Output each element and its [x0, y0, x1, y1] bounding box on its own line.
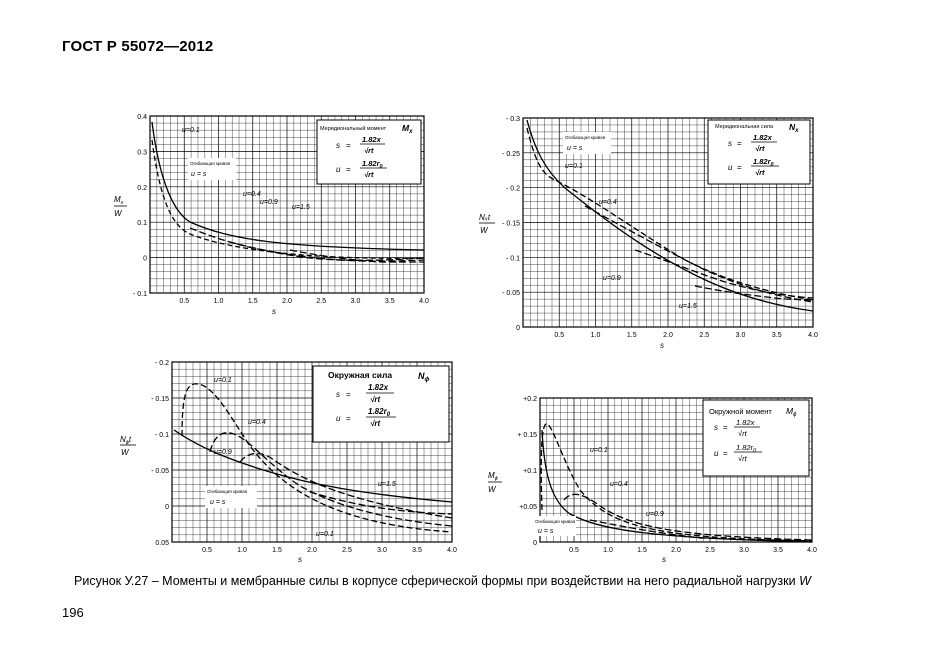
- inset-equation: u = s: [538, 528, 554, 535]
- x-tick-label: 3.0: [350, 298, 361, 305]
- inset-equation: u = s: [191, 171, 207, 178]
- legend-s-num: 1.82x: [753, 133, 772, 142]
- legend-u-den: √rt: [370, 419, 381, 428]
- legend-s-den: √rt: [370, 395, 381, 404]
- document-header: ГОСТ Р 55072—2012: [62, 38, 214, 55]
- y-axis-label-top: N: [120, 435, 126, 444]
- inset-equation: u = s: [210, 499, 226, 506]
- y-tick-label: 0.05: [155, 540, 169, 547]
- y-tick-label: 0.4: [137, 114, 147, 121]
- x-tick-label: 0.5: [179, 298, 190, 305]
- y-axis-ticks: [151, 360, 169, 547]
- x-axis-ticks: [202, 547, 457, 554]
- x-tick-label: 4.0: [419, 298, 429, 305]
- inset-equation: u = s: [567, 145, 583, 152]
- legend-symbol: N: [789, 122, 796, 132]
- legend-symbol: M: [786, 406, 794, 416]
- figure-caption-text: Рисунок У.27 – Моменты и мембранные силы в корпусе сферической формы при воздействии на него радиальной нагрузки: [74, 574, 800, 588]
- y-axis-label-bottom: W: [488, 485, 496, 494]
- legend-title: Окружная сила: [328, 370, 393, 380]
- curve-label-u-0.4: u=0.4: [599, 199, 617, 206]
- x-tick-label: 1.5: [247, 298, 258, 305]
- y-tick-label: - 0.05: [502, 290, 520, 298]
- legend-u-num-sub: 0: [753, 448, 757, 454]
- page-number: 196: [62, 605, 84, 620]
- legend-symbol: N: [418, 371, 425, 381]
- x-tick-label: 3.5: [412, 547, 422, 554]
- x-tick-label: 2.0: [282, 298, 292, 305]
- y-tick-label: 0.3: [137, 149, 147, 157]
- x-axis-ticks: [569, 547, 817, 554]
- x-axis-label: s: [298, 555, 302, 564]
- legend-eq-s: =: [346, 390, 351, 399]
- legend-s-label: s: [336, 390, 340, 399]
- curve-label-u-1.5: u=1.5: [378, 481, 396, 488]
- legend-title: Меридиональная сила: [715, 124, 774, 130]
- chart-hoop-force: [110, 356, 460, 568]
- x-axis-label: s: [272, 307, 276, 316]
- curve-label-u-0.9: u=0.9: [214, 449, 232, 456]
- y-tick-label: - 0.1: [154, 432, 169, 439]
- y-tick-label: - 0.15: [502, 220, 520, 228]
- x-tick-label: 4.0: [447, 547, 457, 554]
- y-tick-label: 0: [516, 325, 520, 332]
- x-tick-label: 0.5: [554, 332, 565, 339]
- svg-text:Nϕt: [120, 435, 132, 446]
- y-tick-label: 0: [165, 504, 169, 511]
- y-axis-label-t: t: [128, 435, 132, 444]
- y-tick-label: - 0.15: [151, 396, 169, 403]
- legend-title: Окружной момент: [709, 407, 772, 416]
- x-axis-ticks: [179, 298, 429, 305]
- y-tick-label: +0.05: [519, 504, 537, 511]
- legend-u-den: √rt: [364, 170, 374, 179]
- chart-meridional-moment: [110, 110, 440, 320]
- x-tick-label: 1.0: [213, 298, 224, 305]
- x-tick-label: 3.0: [735, 332, 746, 339]
- curve-label-u-0.9: u=0.9: [646, 511, 664, 518]
- y-axis-label-top: M: [488, 471, 495, 480]
- y-tick-label: - 0.25: [502, 150, 520, 158]
- legend-eq-s: =: [723, 423, 728, 432]
- x-tick-label: 3.5: [773, 547, 783, 554]
- curve-label-u-0.1: u=0.1: [565, 163, 583, 170]
- svg-text:Mϕ: [488, 471, 498, 482]
- y-axis-label-bottom: W: [480, 226, 488, 235]
- y-axis-label-sub: x: [120, 200, 124, 206]
- x-tick-label: 1.0: [237, 547, 247, 554]
- y-tick-label: 0.2: [137, 184, 147, 192]
- x-tick-label: 1.0: [590, 332, 601, 339]
- x-tick-label: 1.5: [272, 547, 282, 554]
- x-tick-label: 2.0: [307, 547, 317, 554]
- y-axis-label-sub: ϕ: [494, 476, 498, 482]
- curve-label-u-0.1: u=0.1: [182, 127, 200, 134]
- legend-u-label: u: [728, 163, 733, 172]
- x-axis-label: s: [660, 341, 664, 350]
- curve-label-u-0.4: u=0.4: [243, 191, 261, 198]
- legend-s-num: 1.82x: [362, 135, 381, 144]
- legend-title: Меридиональный момент: [320, 126, 387, 132]
- legend-s-den: √rt: [738, 429, 747, 438]
- legend-u-num-sub: 0: [770, 162, 774, 168]
- legend-s-num: 1.82x: [736, 418, 755, 427]
- x-tick-label: 2.0: [671, 547, 681, 554]
- legend-eq-u: =: [346, 165, 351, 174]
- legend-symbol-sub: ϕ: [424, 376, 430, 383]
- y-tick-label: - 0.1: [132, 291, 147, 298]
- figure-caption: [74, 574, 811, 588]
- legend-symbol: M: [402, 123, 410, 133]
- y-tick-label: - 0.2: [154, 360, 169, 367]
- legend-s-den: √rt: [364, 146, 374, 155]
- curve-label-u-0.4: u=0.4: [610, 481, 628, 488]
- x-tick-label: 2.5: [705, 547, 715, 554]
- x-tick-label: 1.5: [626, 332, 637, 339]
- y-axis-label-sub: ϕ: [125, 440, 129, 446]
- legend-s-label: s: [728, 139, 732, 148]
- curve-label-u-0.9: u=0.9: [260, 199, 278, 206]
- legend-u-num-sub: 0: [379, 164, 383, 170]
- legend-s-label: s: [714, 423, 718, 432]
- legend-s-den: √rt: [755, 144, 765, 153]
- x-tick-label: 3.5: [384, 298, 395, 305]
- x-tick-label: 1.0: [603, 547, 613, 554]
- y-axis-ticks: [133, 114, 147, 298]
- x-tick-label: 2.0: [663, 332, 673, 339]
- y-tick-label: - 0.05: [151, 468, 169, 475]
- legend-s-num: 1.82x: [368, 383, 389, 392]
- x-tick-label: 3.0: [377, 547, 387, 554]
- legend-eq-s: =: [346, 141, 351, 150]
- legend-eq-s: =: [737, 139, 742, 148]
- y-tick-label: +0.1: [523, 468, 537, 475]
- y-axis-label-bottom: W: [121, 448, 129, 457]
- legend-u-label: u: [336, 414, 341, 423]
- y-tick-label: 0.1: [137, 220, 147, 228]
- y-tick-label: - 0.2: [505, 185, 520, 193]
- x-tick-label: 3.5: [771, 332, 782, 339]
- x-axis-label: s: [662, 555, 666, 564]
- legend-eq-u: =: [346, 414, 351, 423]
- inset-label: Огибающая кривая: [190, 161, 231, 166]
- legend-u-num-sub: 0: [386, 412, 391, 418]
- x-tick-label: 3.0: [739, 547, 749, 554]
- legend-u-num: 1.82r: [753, 157, 771, 166]
- y-axis-label-top: M: [114, 195, 121, 204]
- y-tick-label: 0: [143, 255, 147, 263]
- figure-caption-w: W: [799, 574, 811, 588]
- legend-u-den: √rt: [738, 454, 747, 463]
- x-tick-label: 2.5: [342, 547, 352, 554]
- x-tick-label: 4.0: [807, 547, 817, 554]
- y-tick-label: - 0.1: [505, 255, 520, 263]
- y-tick-label: - 0.3: [505, 116, 520, 123]
- x-tick-label: 1.5: [637, 547, 647, 554]
- legend-u-num: 1.82r: [362, 159, 380, 168]
- y-axis-ticks: [502, 116, 520, 332]
- legend-u-label: u: [336, 165, 341, 174]
- x-tick-label: 0.5: [569, 547, 579, 554]
- y-axis-label-bottom: W: [114, 209, 122, 218]
- inset-label: Огибающая кривая: [535, 519, 576, 524]
- curve-label-u-0.1: u=0.1: [590, 447, 608, 454]
- y-tick-label: 0: [533, 540, 537, 547]
- curve-u-0.4: [585, 206, 813, 302]
- x-tick-label: 0.5: [202, 547, 212, 554]
- curve-label-u-0.1: u=0.1: [214, 377, 232, 384]
- x-tick-label: 2.5: [316, 298, 327, 305]
- curve-label-u-1.5: u=1.5: [679, 303, 697, 310]
- x-axis-ticks: [554, 332, 818, 339]
- legend-u-num: 1.82r: [368, 407, 387, 416]
- y-axis-label-top: Nₓt: [479, 213, 491, 222]
- curve-label-u-0.4: u=0.4: [248, 419, 266, 426]
- legend-eq-u: =: [723, 449, 728, 458]
- curve-label-u-0.1-lower: u=0.1: [316, 531, 334, 538]
- legend-u-den: √rt: [755, 168, 765, 177]
- x-tick-label: 2.5: [699, 332, 710, 339]
- y-tick-label: +0.2: [523, 396, 537, 403]
- legend-symbol-sub: x: [409, 129, 413, 135]
- legend-eq-u: =: [737, 163, 742, 172]
- chart-meridional-force: [475, 110, 820, 350]
- curve-u-1.5: [310, 492, 452, 514]
- legend-u-label: u: [714, 449, 719, 458]
- chart-hoop-moment: [480, 390, 820, 565]
- inset-label: Огибающая кривая: [207, 489, 248, 494]
- legend-s-label: s: [336, 141, 340, 150]
- curve-label-u-1.5: u=1.5: [292, 204, 310, 211]
- y-tick-label: + 0.15: [517, 432, 537, 439]
- legend-symbol-sub: x: [795, 128, 799, 134]
- svg-text:Mx: [114, 195, 124, 206]
- legend-u-num: 1.82r: [736, 443, 754, 452]
- legend-symbol-sub: ϕ: [793, 412, 797, 418]
- x-tick-label: 4.0: [808, 332, 818, 339]
- inset-label: Огибающая кривая: [565, 135, 606, 140]
- curve-label-u-0.9: u=0.9: [603, 275, 621, 282]
